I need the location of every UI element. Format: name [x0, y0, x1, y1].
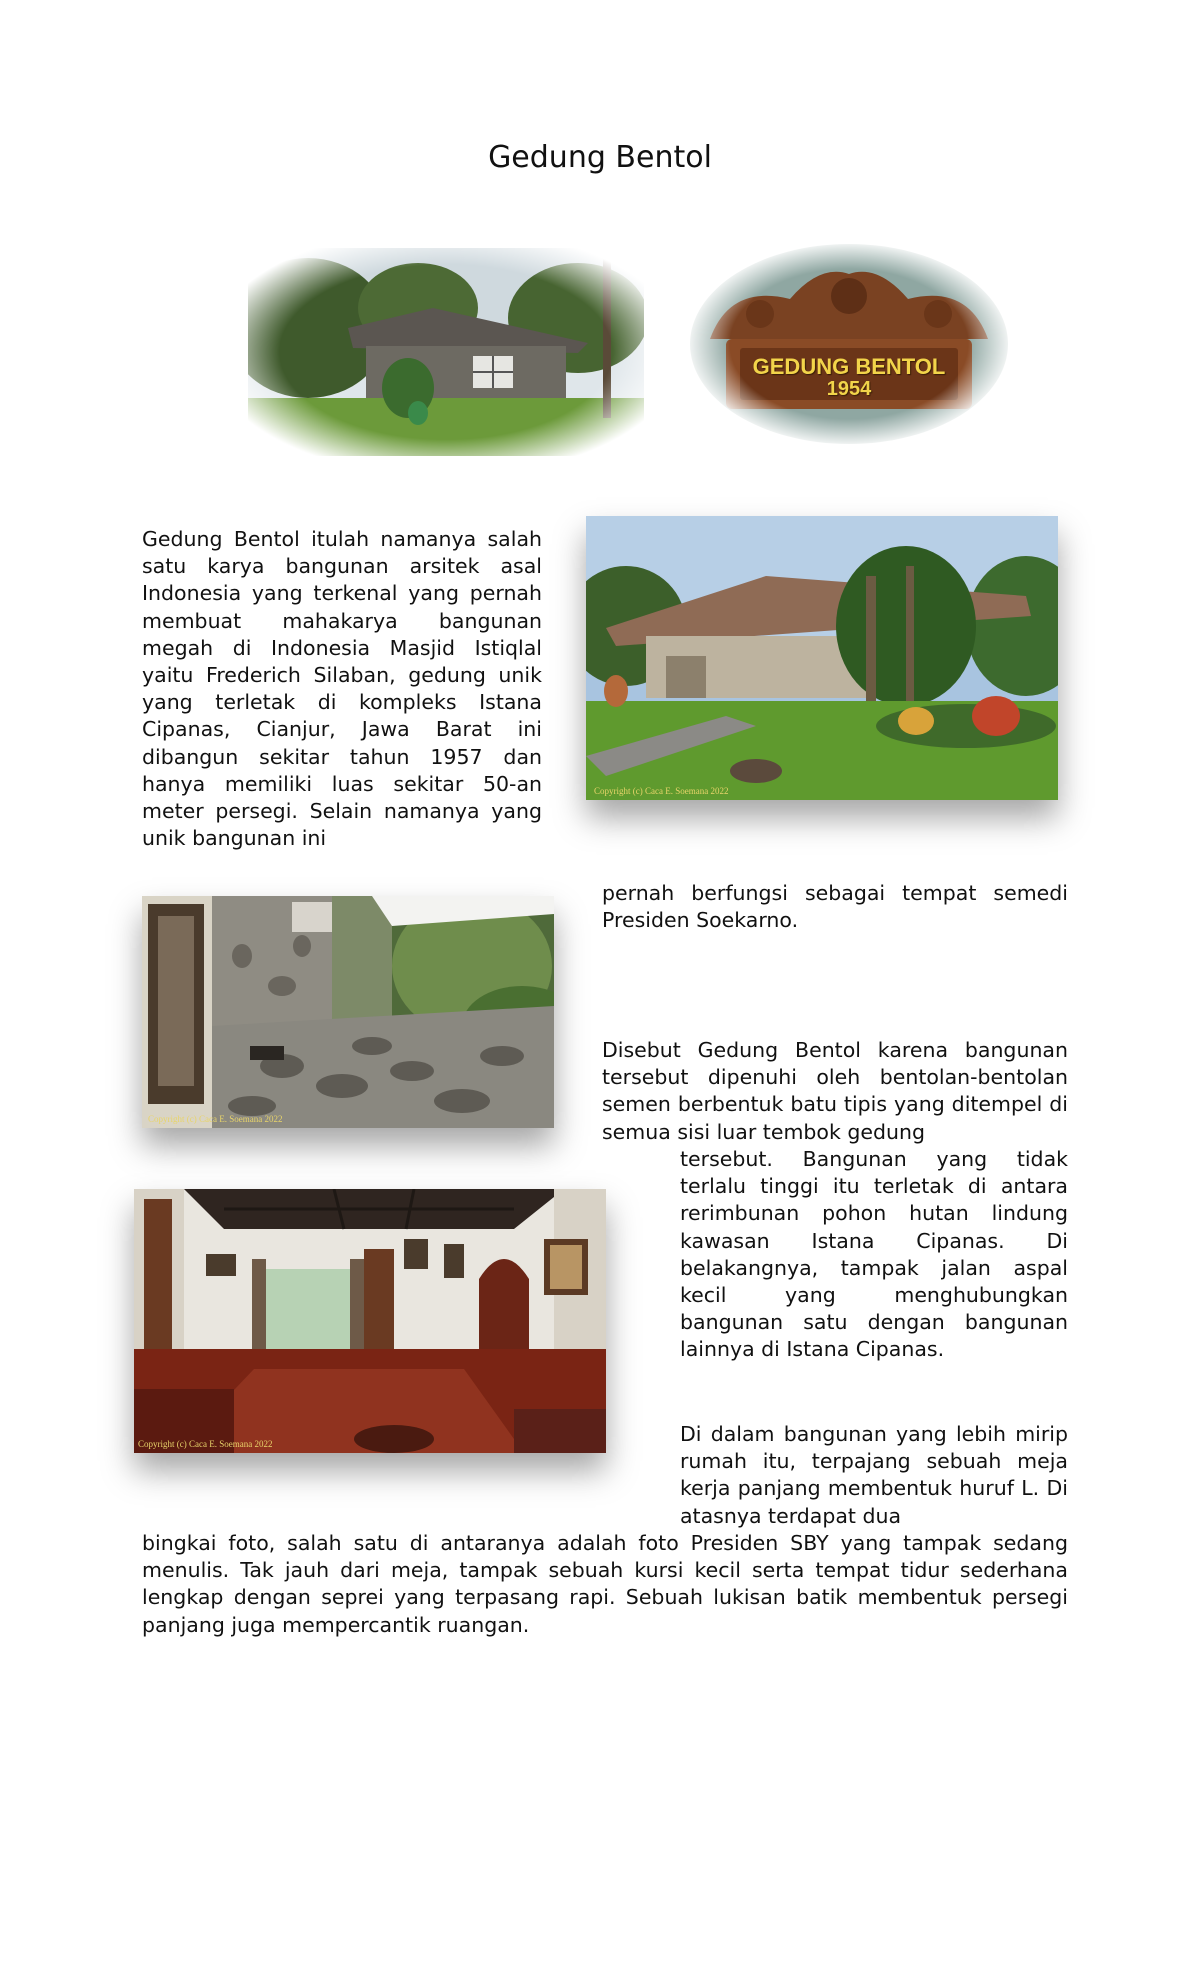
watermark-interior: Copyright (c) Caca E. Soemana 2022: [138, 1439, 273, 1449]
photo-interior: [134, 1189, 606, 1453]
photo-garden-house: [586, 516, 1058, 800]
sign-text-line2: 1954: [826, 378, 872, 400]
photo-wooden-sign: [690, 244, 1008, 444]
photo-stone-terrace: [142, 896, 554, 1128]
paragraph-intro-continued: pernah berfungsi sebagai tempat semedi Presiden Soekarno.: [602, 881, 1068, 933]
watermark-terrace: Copyright (c) Caca E. Soemana 2022: [148, 1114, 283, 1124]
paragraph-naming-part2: tersebut. Bangunan yang tidak terlalu tinggi itu terletak di antara rerimbunan pohon hutan lindung kawasan Istana Cipanas. Di belakangnya, tampak jalan aspal kecil yang menghubungkan bangunan satu dengan bangunan lainnya di Istana Cipanas.: [680, 1147, 1068, 1362]
sign-text-line1: GEDUNG BENTOL: [752, 354, 946, 379]
paragraph-intro: Gedung Bentol itulah namanya salah satu karya bangunan arsitek asal Indonesia yang terkenal yang pernah membuat mahakarya bangunan megah di Indonesia Masjid Istiqlal yaitu Frederich Silaban, gedung unik yang terletak di kompleks Istana Cipanas, Cianjur, Jawa Barat ini dibangun sekitar tahun 1957 dan hanya memiliki luas sekitar 50-an meter persegi. Selain namanya yang unik bangunan ini: [142, 527, 542, 851]
watermark-garden: Copyright (c) Caca E. Soemana 2022: [594, 786, 729, 796]
paragraph-naming-part1: Disebut Gedung Bentol karena bangunan tersebut dipenuhi oleh bentolan-bentolan semen berbentuk batu tipis yang ditempel di semua sisi luar tembok gedung: [602, 1038, 1068, 1144]
paragraph-interior-part2: bingkai foto, salah satu di antaranya adalah foto Presiden SBY yang tampak sedang menulis. Tak jauh dari meja, tampak sebuah kursi kecil serta tempat tidur sederhana lengkap dengan seprei yang terpasang rapi. Sebuah lukisan batik membentuk persegi panjang juga mempercantik ruangan.: [142, 1531, 1068, 1637]
photo-house-exterior: [248, 248, 644, 456]
page-title: Gedung Bentol: [488, 140, 712, 175]
paragraph-interior-part1: Di dalam bangunan yang lebih mirip rumah itu, terpajang sebuah meja kerja panjang membentuk huruf L. Di atasnya terdapat dua: [680, 1422, 1068, 1528]
